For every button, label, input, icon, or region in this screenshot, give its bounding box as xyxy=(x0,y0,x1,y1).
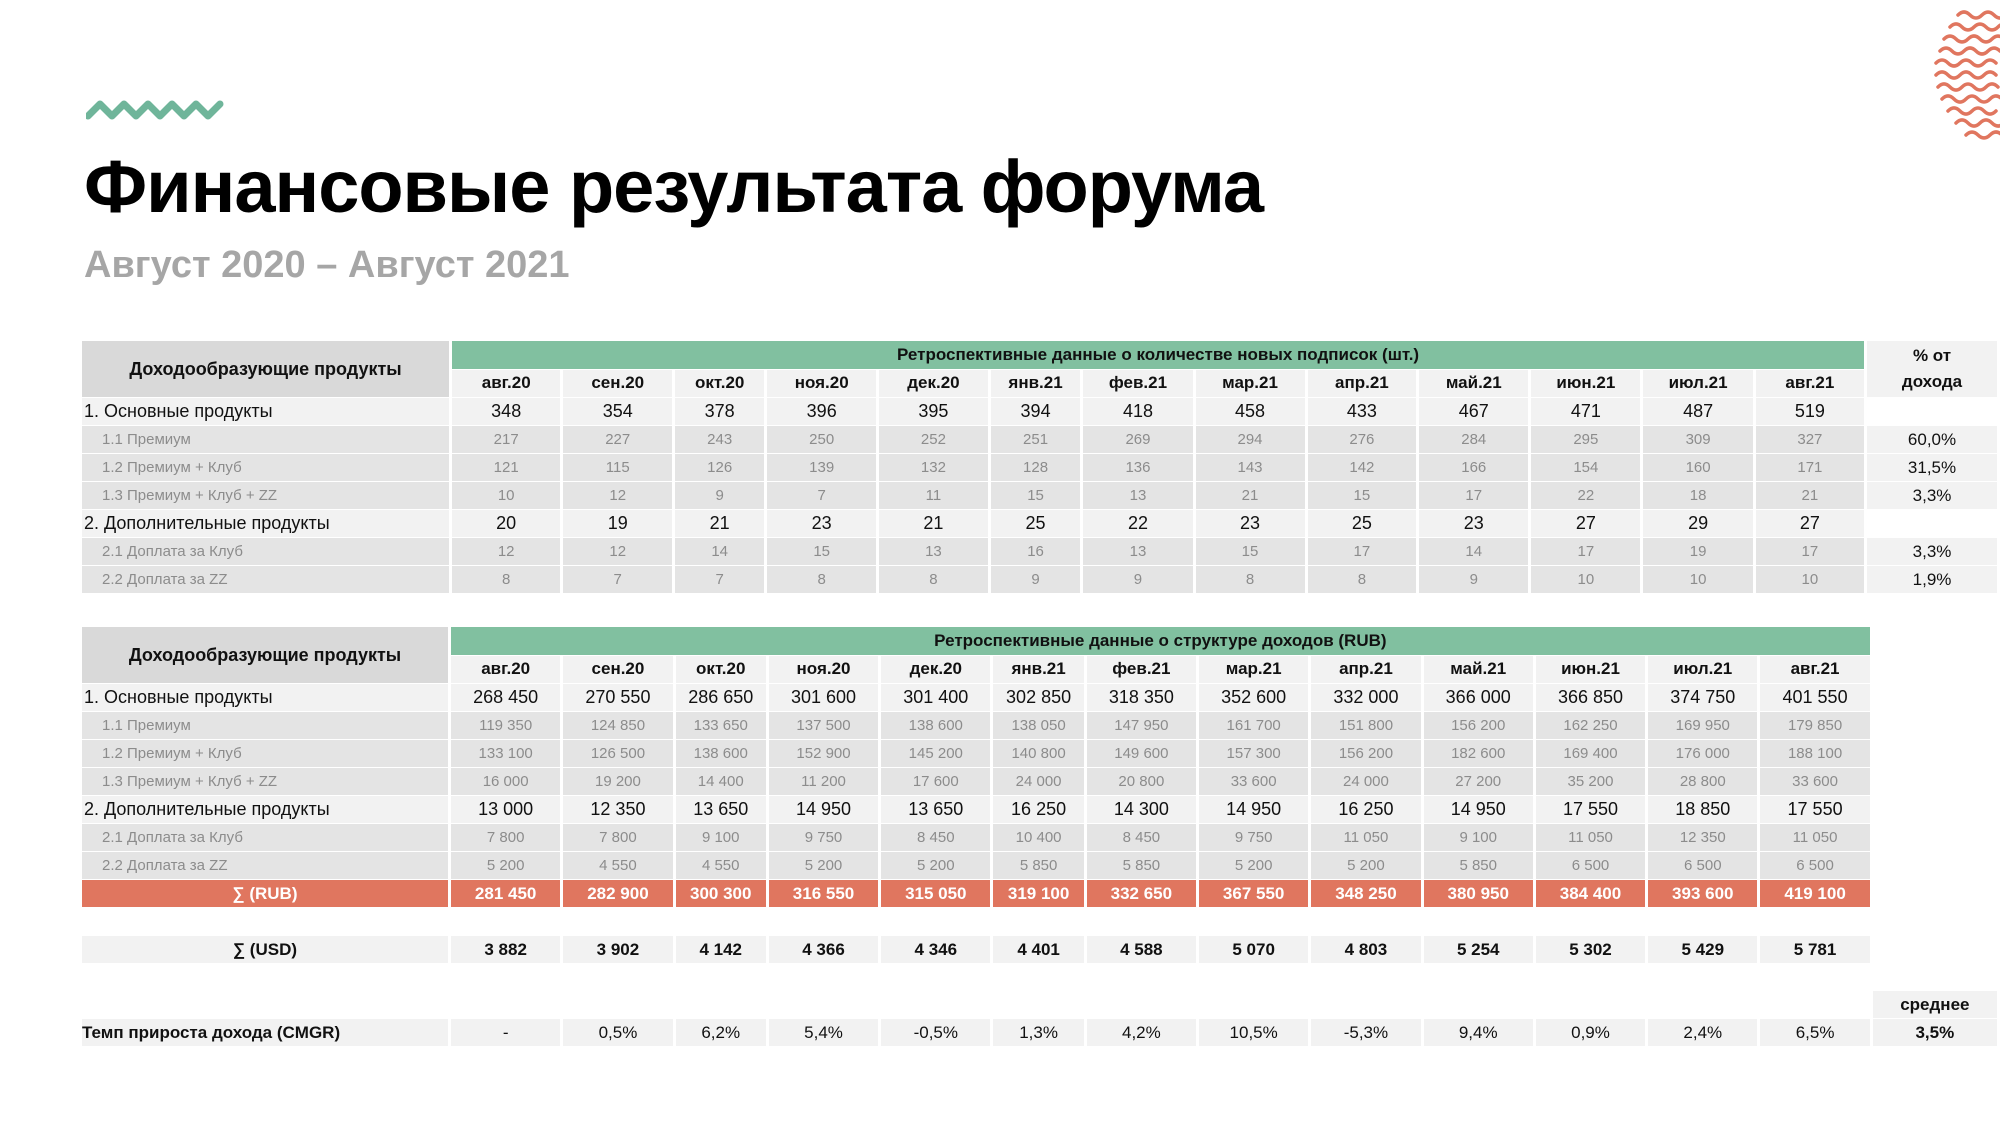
table-cell: 15 xyxy=(991,482,1081,509)
sum-rub-cell: 281 450 xyxy=(451,880,560,907)
table-cell: 217 xyxy=(452,426,560,453)
row-label: 1.2 Премиум + Клуб xyxy=(82,454,449,481)
table-cell: 309 xyxy=(1643,426,1752,453)
month-header: янв.21 xyxy=(993,656,1083,684)
table-cell: 7 800 xyxy=(451,824,560,851)
table-cell: 354 xyxy=(563,398,672,425)
table-cell: 24 000 xyxy=(1311,768,1420,795)
row-label: 1.2 Премиум + Клуб xyxy=(82,740,448,767)
sum-usd-cell: 5 781 xyxy=(1760,936,1869,963)
table-cell: 17 600 xyxy=(881,768,990,795)
pct-income-cell: 1,9% xyxy=(1867,566,1997,593)
table-cell: 151 800 xyxy=(1311,712,1420,739)
month-header: май.21 xyxy=(1424,656,1533,684)
cmgr-cell: 5,4% xyxy=(769,1019,878,1046)
table-cell: 9 750 xyxy=(1199,824,1308,851)
table-cell: 4 550 xyxy=(563,852,672,879)
table-cell: 11 xyxy=(879,482,988,509)
table-cell: 126 xyxy=(675,454,764,481)
pct-income-cell: 3,3% xyxy=(1867,538,1997,565)
month-header: дек.20 xyxy=(879,370,988,398)
row-label: 2.2 Доплата за ZZ xyxy=(82,852,448,879)
table-cell: 24 000 xyxy=(993,768,1083,795)
cmgr-label: Темп прироста дохода (CMGR) xyxy=(82,1019,448,1046)
table-cell: 12 xyxy=(563,538,672,565)
row-label: 1.3 Премиум + Клуб + ZZ xyxy=(82,482,449,509)
table-cell: 16 250 xyxy=(993,796,1083,823)
sum-rub-cell: 393 600 xyxy=(1648,880,1757,907)
table-cell: 301 600 xyxy=(769,684,878,711)
sum-rub-cell: 315 050 xyxy=(881,880,990,907)
table-cell: 378 xyxy=(675,398,764,425)
table-cell: 157 300 xyxy=(1199,740,1308,767)
sum-usd-cell: 5 254 xyxy=(1424,936,1533,963)
table-cell: 160 xyxy=(1643,454,1752,481)
table-row xyxy=(82,768,1997,795)
table-cell: 22 xyxy=(1531,482,1640,509)
table-cell: 458 xyxy=(1196,398,1305,425)
month-header: мар.21 xyxy=(1199,656,1308,684)
table-cell: 294 xyxy=(1196,426,1305,453)
table-cell: 35 200 xyxy=(1536,768,1645,795)
table-cell: 169 950 xyxy=(1648,712,1757,739)
table-cell: 11 200 xyxy=(769,768,878,795)
month-header: июл.21 xyxy=(1648,656,1757,684)
table-cell: 162 250 xyxy=(1536,712,1645,739)
pct-income-header: % от дохода xyxy=(1867,341,1997,397)
sum-rub-cell: 380 950 xyxy=(1424,880,1533,907)
table-cell: 9 xyxy=(1083,566,1192,593)
table-row xyxy=(82,538,1997,565)
sum-usd-label: ∑ (USD) xyxy=(82,936,448,963)
products-header: Доходообразующие продукты xyxy=(82,627,448,683)
table-cell: 18 850 xyxy=(1648,796,1757,823)
table-cell: 136 xyxy=(1083,454,1192,481)
table-cell: 5 850 xyxy=(1087,852,1196,879)
table-cell: 145 200 xyxy=(881,740,990,767)
table-cell: 9 100 xyxy=(676,824,766,851)
table-cell: 5 200 xyxy=(1311,852,1420,879)
table-cell: 138 600 xyxy=(676,740,766,767)
table-cell: 374 750 xyxy=(1648,684,1757,711)
table-cell: 13 650 xyxy=(676,796,766,823)
wave-logo-icon xyxy=(86,96,226,124)
table-cell: 8 450 xyxy=(881,824,990,851)
table-cell: 395 xyxy=(879,398,988,425)
table-row xyxy=(82,566,1997,593)
month-header: авг.21 xyxy=(1760,656,1869,684)
row-label: 1.3 Премиум + Клуб + ZZ xyxy=(82,768,448,795)
page-subtitle: Август 2020 – Август 2021 xyxy=(84,244,570,286)
sum-rub-cell: 316 550 xyxy=(769,880,878,907)
table-cell: 227 xyxy=(563,426,672,453)
table-cell: 284 xyxy=(1419,426,1528,453)
sum-usd-cell: 4 803 xyxy=(1311,936,1420,963)
table-cell: 13 650 xyxy=(881,796,990,823)
month-header: апр.21 xyxy=(1311,656,1420,684)
table-cell: 11 050 xyxy=(1311,824,1420,851)
table-cell: 27 xyxy=(1531,510,1640,537)
table-cell: 17 xyxy=(1756,538,1864,565)
table-cell: 25 xyxy=(1308,510,1417,537)
month-header: ноя.20 xyxy=(769,656,878,684)
table-cell: 15 xyxy=(1196,538,1305,565)
sum-rub-row xyxy=(82,880,1997,907)
subscriptions-group-header: Ретроспективные данные о количестве новых подписок (шт.) xyxy=(452,341,1864,369)
month-header: сен.20 xyxy=(563,656,672,684)
table-cell: 133 100 xyxy=(451,740,560,767)
table-cell: 332 000 xyxy=(1311,684,1420,711)
table-cell: 20 xyxy=(452,510,560,537)
table-cell: 10 xyxy=(1531,566,1640,593)
table-cell: 152 900 xyxy=(769,740,878,767)
month-header: фев.21 xyxy=(1083,370,1192,398)
table-cell: 15 xyxy=(1308,482,1417,509)
sum-usd-cell: 5 302 xyxy=(1536,936,1645,963)
table-cell: 132 xyxy=(879,454,988,481)
table-cell: 352 600 xyxy=(1199,684,1308,711)
table-cell: 487 xyxy=(1643,398,1752,425)
table-row xyxy=(82,740,1997,767)
table-cell: 121 xyxy=(452,454,560,481)
table-cell: 394 xyxy=(991,398,1081,425)
table-cell: 137 500 xyxy=(769,712,878,739)
table-cell: 147 950 xyxy=(1087,712,1196,739)
table-cell: 9 xyxy=(1419,566,1528,593)
table-cell: 188 100 xyxy=(1760,740,1869,767)
sum-usd-cell: 4 401 xyxy=(993,936,1083,963)
table-cell: 5 850 xyxy=(993,852,1083,879)
table-cell: 13 xyxy=(879,538,988,565)
table-cell: 401 550 xyxy=(1760,684,1869,711)
sum-usd-cell: 4 588 xyxy=(1087,936,1196,963)
table-cell: 17 xyxy=(1531,538,1640,565)
table-cell: 13 xyxy=(1083,482,1192,509)
table-cell: 17 xyxy=(1308,538,1417,565)
table-cell: 176 000 xyxy=(1648,740,1757,767)
row-label: 1. Основные продукты xyxy=(82,398,449,425)
table-cell: 156 200 xyxy=(1311,740,1420,767)
month-header: фев.21 xyxy=(1087,656,1196,684)
sum-usd-cell: 3 902 xyxy=(563,936,672,963)
table-cell: 11 050 xyxy=(1760,824,1869,851)
table-cell: 124 850 xyxy=(563,712,672,739)
table-cell: 14 950 xyxy=(1199,796,1308,823)
table-cell: 154 xyxy=(1531,454,1640,481)
table-cell: 8 xyxy=(1196,566,1305,593)
table-cell: 12 350 xyxy=(563,796,672,823)
table-cell: 433 xyxy=(1308,398,1417,425)
table-cell: 7 xyxy=(675,566,764,593)
cmgr-cell: 2,4% xyxy=(1648,1019,1757,1046)
table-cell: 128 xyxy=(991,454,1081,481)
sum-usd-cell: 4 142 xyxy=(676,936,766,963)
table-cell: 14 950 xyxy=(769,796,878,823)
sum-rub-cell: 419 100 xyxy=(1760,880,1869,907)
table-cell: 138 050 xyxy=(993,712,1083,739)
table-cell: 8 450 xyxy=(1087,824,1196,851)
table-cell: 6 500 xyxy=(1536,852,1645,879)
table-cell: 250 xyxy=(767,426,876,453)
table-cell: 21 xyxy=(1196,482,1305,509)
table-cell: 23 xyxy=(1196,510,1305,537)
table-cell: 243 xyxy=(675,426,764,453)
table-cell: 15 xyxy=(767,538,876,565)
cmgr-cell: 1,3% xyxy=(993,1019,1083,1046)
sum-rub-cell: 332 650 xyxy=(1087,880,1196,907)
table-cell: 348 xyxy=(452,398,560,425)
table-cell: 4 550 xyxy=(676,852,766,879)
month-header: апр.21 xyxy=(1308,370,1417,398)
table-cell: 14 300 xyxy=(1087,796,1196,823)
table-cell: 169 400 xyxy=(1536,740,1645,767)
table-cell: 142 xyxy=(1308,454,1417,481)
table-cell: 9 100 xyxy=(1424,824,1533,851)
table-cell: 19 200 xyxy=(563,768,672,795)
table-cell: 295 xyxy=(1531,426,1640,453)
month-header: июн.21 xyxy=(1531,370,1640,398)
table-cell: 302 850 xyxy=(993,684,1083,711)
table-cell: 21 xyxy=(879,510,988,537)
table-cell: 25 xyxy=(991,510,1081,537)
cmgr-average: 3,5% xyxy=(1873,1019,1997,1046)
table-cell: 17 xyxy=(1419,482,1528,509)
table-cell: 252 xyxy=(879,426,988,453)
table-cell: 27 xyxy=(1756,510,1864,537)
table-row xyxy=(82,482,1997,509)
cmgr-cell: 9,4% xyxy=(1424,1019,1533,1046)
table-cell: 8 xyxy=(1308,566,1417,593)
table-cell: 16 000 xyxy=(451,768,560,795)
table-cell: 18 xyxy=(1643,482,1752,509)
sum-usd-row xyxy=(82,936,1997,963)
table-cell: 115 xyxy=(563,454,672,481)
sum-usd-cell: 4 346 xyxy=(881,936,990,963)
table-cell: 276 xyxy=(1308,426,1417,453)
table-cell: 179 850 xyxy=(1760,712,1869,739)
table-cell: 19 xyxy=(1643,538,1752,565)
table-cell: 156 200 xyxy=(1424,712,1533,739)
table-cell: 143 xyxy=(1196,454,1305,481)
table-cell: 519 xyxy=(1756,398,1864,425)
table-cell: 8 xyxy=(767,566,876,593)
table-cell: 286 650 xyxy=(676,684,766,711)
subscriptions-table xyxy=(79,340,2000,594)
table-cell: 268 450 xyxy=(451,684,560,711)
table-cell: 301 400 xyxy=(881,684,990,711)
table-cell: 19 xyxy=(563,510,672,537)
table-cell: 11 050 xyxy=(1536,824,1645,851)
table-cell: 139 xyxy=(767,454,876,481)
month-header: авг.20 xyxy=(452,370,560,398)
table-cell: 7 800 xyxy=(563,824,672,851)
table-cell: 27 200 xyxy=(1424,768,1533,795)
table-cell: 269 xyxy=(1083,426,1192,453)
sum-rub-label: ∑ (RUB) xyxy=(82,880,448,907)
table-row xyxy=(82,712,1997,739)
table-cell: 29 xyxy=(1643,510,1752,537)
table-row xyxy=(82,510,1997,537)
table-cell: 13 000 xyxy=(451,796,560,823)
table-cell: 182 600 xyxy=(1424,740,1533,767)
table-cell: 16 250 xyxy=(1311,796,1420,823)
table-cell: 10 xyxy=(452,482,560,509)
table-cell: 9 xyxy=(991,566,1081,593)
table-cell: 7 xyxy=(767,482,876,509)
table-cell: 10 400 xyxy=(993,824,1083,851)
table-cell: 5 200 xyxy=(451,852,560,879)
table-row xyxy=(82,398,1997,425)
table-cell: 7 xyxy=(563,566,672,593)
table-cell: 6 500 xyxy=(1760,852,1869,879)
table-cell: 14 xyxy=(675,538,764,565)
table-cell: 366 000 xyxy=(1424,684,1533,711)
table-cell: 9 xyxy=(675,482,764,509)
cmgr-row xyxy=(82,1019,1997,1046)
month-header: май.21 xyxy=(1419,370,1528,398)
month-header: ноя.20 xyxy=(767,370,876,398)
table-cell: 23 xyxy=(767,510,876,537)
row-label: 2. Дополнительные продукты xyxy=(82,510,449,537)
table-cell: 171 xyxy=(1756,454,1864,481)
sum-usd-cell: 5 429 xyxy=(1648,936,1757,963)
average-header: среднее xyxy=(1873,991,1997,1018)
table-cell: 17 550 xyxy=(1760,796,1869,823)
revenue-group-header: Ретроспективные данные о структуре доходов (RUB) xyxy=(451,627,1870,655)
table-cell: 471 xyxy=(1531,398,1640,425)
table-cell: 396 xyxy=(767,398,876,425)
row-label: 1. Основные продукты xyxy=(82,684,448,711)
table-cell: 33 600 xyxy=(1199,768,1308,795)
table-cell: 28 800 xyxy=(1648,768,1757,795)
sum-rub-cell: 384 400 xyxy=(1536,880,1645,907)
table-row xyxy=(82,824,1997,851)
cmgr-cell: -0,5% xyxy=(881,1019,990,1046)
table-cell: 161 700 xyxy=(1199,712,1308,739)
table-cell: 6 500 xyxy=(1648,852,1757,879)
table-cell: 10 xyxy=(1643,566,1752,593)
month-header: мар.21 xyxy=(1196,370,1305,398)
row-label: 2.1 Доплата за Клуб xyxy=(82,538,449,565)
table-row xyxy=(82,684,1997,711)
sum-rub-cell: 319 100 xyxy=(993,880,1083,907)
sum-rub-cell: 300 300 xyxy=(676,880,766,907)
table-cell: 12 350 xyxy=(1648,824,1757,851)
table-cell: 149 600 xyxy=(1087,740,1196,767)
month-header: авг.20 xyxy=(451,656,560,684)
table-cell: 9 750 xyxy=(769,824,878,851)
table-cell: 23 xyxy=(1419,510,1528,537)
sum-rub-cell: 348 250 xyxy=(1311,880,1420,907)
pct-income-cell: 31,5% xyxy=(1867,454,1997,481)
table-row xyxy=(82,454,1997,481)
table-cell: 33 600 xyxy=(1760,768,1869,795)
table-cell: 366 850 xyxy=(1536,684,1645,711)
table-cell: 21 xyxy=(1756,482,1864,509)
table-cell: 14 xyxy=(1419,538,1528,565)
row-label: 1.1 Премиум xyxy=(82,426,449,453)
table-cell: 16 xyxy=(991,538,1081,565)
row-label: 2.2 Доплата за ZZ xyxy=(82,566,449,593)
sum-usd-cell: 4 366 xyxy=(769,936,878,963)
month-header: сен.20 xyxy=(563,370,672,398)
table-cell: 318 350 xyxy=(1087,684,1196,711)
table-cell: 140 800 xyxy=(993,740,1083,767)
table-cell: 166 xyxy=(1419,454,1528,481)
table-cell: 5 850 xyxy=(1424,852,1533,879)
wavy-lines-decoration-icon xyxy=(1928,0,2000,145)
table-cell: 327 xyxy=(1756,426,1864,453)
products-header: Доходообразующие продукты xyxy=(82,341,449,397)
table-cell: 5 200 xyxy=(881,852,990,879)
cmgr-cell: 0,5% xyxy=(563,1019,672,1046)
month-header: авг.21 xyxy=(1756,370,1864,398)
sum-rub-cell: 282 900 xyxy=(563,880,672,907)
sum-rub-cell: 367 550 xyxy=(1199,880,1308,907)
row-label: 2.1 Доплата за Клуб xyxy=(82,824,448,851)
table-cell: 8 xyxy=(452,566,560,593)
page-title: Финансовые результата форума xyxy=(84,145,1264,228)
month-header: июн.21 xyxy=(1536,656,1645,684)
month-header: окт.20 xyxy=(675,370,764,398)
cmgr-cell: 10,5% xyxy=(1199,1019,1308,1046)
table-cell: 12 xyxy=(452,538,560,565)
sum-usd-cell: 3 882 xyxy=(451,936,560,963)
table-cell: 270 550 xyxy=(563,684,672,711)
table-cell: 418 xyxy=(1083,398,1192,425)
table-cell: 251 xyxy=(991,426,1081,453)
table-cell: 138 600 xyxy=(881,712,990,739)
month-header: окт.20 xyxy=(676,656,766,684)
cmgr-cell: - xyxy=(451,1019,560,1046)
row-label: 2. Дополнительные продукты xyxy=(82,796,448,823)
month-header: янв.21 xyxy=(991,370,1081,398)
table-cell: 10 xyxy=(1756,566,1864,593)
table-cell: 5 200 xyxy=(1199,852,1308,879)
cmgr-cell: 6,5% xyxy=(1760,1019,1869,1046)
cmgr-cell: 0,9% xyxy=(1536,1019,1645,1046)
revenue-table xyxy=(79,626,2000,1047)
table-cell: 20 800 xyxy=(1087,768,1196,795)
row-label: 1.1 Премиум xyxy=(82,712,448,739)
table-cell: 22 xyxy=(1083,510,1192,537)
table-row xyxy=(82,852,1997,879)
cmgr-cell: -5,3% xyxy=(1311,1019,1420,1046)
table-row xyxy=(82,796,1997,823)
month-header: июл.21 xyxy=(1643,370,1752,398)
table-cell: 17 550 xyxy=(1536,796,1645,823)
table-cell: 8 xyxy=(879,566,988,593)
table-cell: 13 xyxy=(1083,538,1192,565)
table-cell: 467 xyxy=(1419,398,1528,425)
pct-income-cell: 60,0% xyxy=(1867,426,1997,453)
table-row xyxy=(82,426,1997,453)
table-cell: 12 xyxy=(563,482,672,509)
table-cell: 5 200 xyxy=(769,852,878,879)
sum-usd-cell: 5 070 xyxy=(1199,936,1308,963)
table-cell: 21 xyxy=(675,510,764,537)
table-cell: 119 350 xyxy=(451,712,560,739)
table-cell: 126 500 xyxy=(563,740,672,767)
cmgr-cell: 4,2% xyxy=(1087,1019,1196,1046)
month-header: дек.20 xyxy=(881,656,990,684)
table-cell: 14 950 xyxy=(1424,796,1533,823)
table-cell: 133 650 xyxy=(676,712,766,739)
table-cell: 14 400 xyxy=(676,768,766,795)
pct-income-cell: 3,3% xyxy=(1867,482,1997,509)
cmgr-cell: 6,2% xyxy=(676,1019,766,1046)
